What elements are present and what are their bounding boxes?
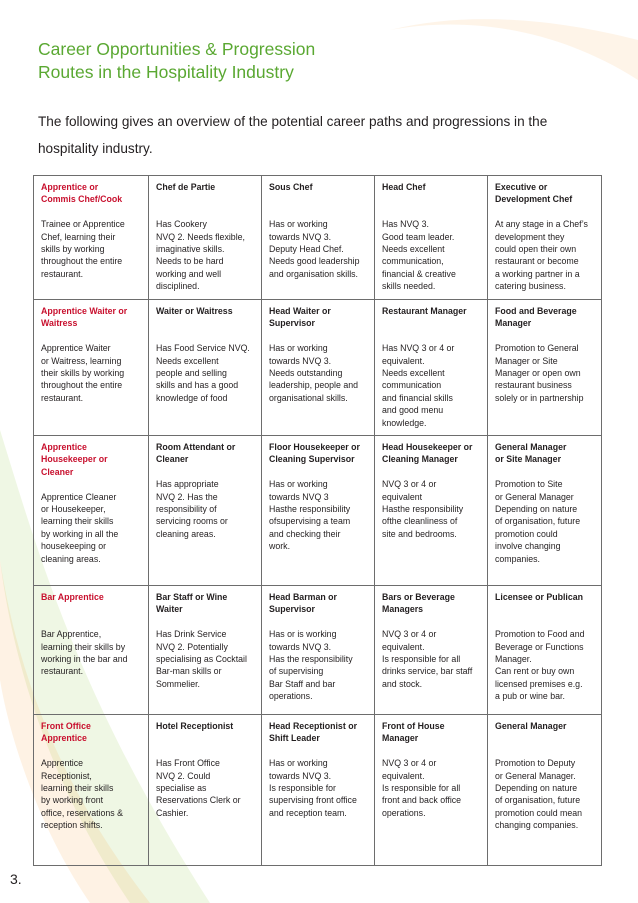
cell-description: NVQ 3 or 4 or equivalent. Is responsible for all drinks service, bar staff and stock. [382,629,473,689]
cell-description: Has NVQ 3 or 4 or equivalent. Needs excellent communication and financial skills and good menu knowledge. [382,343,455,428]
page-title [38,38,315,84]
cell-heading: Room Attendant or Cleaner [156,442,236,465]
cell-heading: Bar Staff or Wine Waiter [156,592,228,615]
title-line-2: Routes in the Hospitality Industry [38,62,294,82]
cell-description: Apprentice Receptionist, learning their skills by working front office, reservations & reception shifts. [41,758,123,831]
cell-heading: Restaurant Manager [382,306,467,316]
intro-paragraph: The following gives an overview of the potential career paths and progressions in the hospitality industry. [38,114,548,156]
cell-heading: Bars or Beverage Managers [382,592,455,615]
table-cell [488,176,602,300]
cell-heading: Front of House Manager [382,721,445,744]
cell-description: Has NVQ 3. Good team leader. Needs excellent communication, financial & creative skills needed. [382,219,456,292]
cell-description: Apprentice Cleaner or Housekeeper, learning their skills by working in all the housekeeping or cleaning areas. [41,491,119,564]
cell-heading: Front Office Apprentice [41,721,91,744]
table-cell [488,586,602,715]
table-cell [488,300,602,436]
table-cell [149,436,262,586]
cell-heading: Head Barman or Supervisor [269,592,337,615]
table-cell [375,586,488,715]
cell-heading: General Manager or Site Manager [495,442,567,465]
table-cell [149,176,262,300]
cell-description: NVQ 3 or 4 or equivalent. Is responsible for all front and back office operations. [382,758,462,818]
table-cell [34,300,149,436]
cell-description: Apprentice Waiter or Waitress, learning their skills by working throughout the entire restaurant. [41,343,125,403]
cell-heading: Apprentice or Commis Chef/Cook [41,182,123,205]
table-cell [34,586,149,715]
table-row [34,300,602,436]
cell-description: NVQ 3 or 4 or equivalent Hasthe responsibility ofthe cleanliness of site and bedrooms. [382,479,464,539]
cell-description: At any stage in a Chef’s development they could open their own restaurant or become a working partner in a catering business. [495,219,588,292]
table-cell [375,300,488,436]
cell-heading: Sous Chef [269,182,313,192]
cell-description: Has Drink Service NVQ 2. Potentially specialising as Cocktail Bar-man skills or Sommelier. [156,629,247,689]
cell-description: Bar Apprentice, learning their skills by working in the bar and restaurant. [41,629,128,677]
cell-description: Has or working towards NVQ 3. Deputy Head Chef. Needs good leadership and organisation skills. [269,219,360,279]
cell-heading: Bar Apprentice [41,592,104,603]
cell-heading: Waiter or Waitress [156,306,233,316]
cell-description: Has appropriate NVQ 2. Has the responsibility of servicing rooms or cleaning areas. [156,479,228,539]
career-progression-table [33,175,602,866]
table-cell [34,715,149,866]
table-cell [262,436,375,586]
cell-description: Has or working towards NVQ 3 Hasthe responsibility ofsupervising a team and checking their work. [269,479,351,552]
table-cell [262,300,375,436]
table-row [34,715,602,866]
cell-heading: Apprentice Housekeeper or Cleaner [41,442,108,477]
table-cell [262,715,375,866]
cell-description: Has Front Office NVQ 2. Could specialise as Reservations Clerk or Cashier. [156,758,241,818]
table-row [34,586,602,715]
table-cell [149,715,262,866]
table-cell [262,176,375,300]
table-row [34,436,602,586]
cell-heading: Head Housekeeper or Cleaning Manager [382,442,473,465]
cell-heading: Licensee or Publican [495,592,583,603]
table-cell [488,715,602,866]
cell-description: Has Cookery NVQ 2. Needs flexible, imaginative skills. Needs to be hard working and well disciplined. [156,219,245,292]
cell-description: Promotion to General Manager or Site Manager or open own restaurant business solely or in partnership [495,343,584,403]
cell-description: Has Food Service NVQ. Needs excellent people and selling skills and has a good knowledge of food [156,343,250,403]
cell-description: Trainee or Apprentice Chef, learning their skills by working throughout the entire restaurant. [41,219,125,279]
cell-description: Promotion to Deputy or General Manager. Depending on nature of organisation, future promotion could mean changing companies. [495,758,583,831]
table-cell [375,436,488,586]
table-row [34,176,602,300]
table-cell [375,176,488,300]
table-cell [34,176,149,300]
table-cell [34,436,149,586]
cell-heading: Chef de Partie [156,182,216,192]
cell-heading: Floor Housekeeper or Cleaning Supervisor [269,442,360,465]
cell-heading: Head Waiter or Supervisor [269,306,331,329]
cell-description: Has or is working towards NVQ 3. Has the responsibility of supervising Bar Staff and bar operations. [269,629,353,702]
cell-heading: Head Receptionist or Shift Leader [269,721,357,744]
cell-heading: Executive or Development Chef [495,182,573,205]
cell-heading: Hotel Receptionist [156,721,234,732]
title-line-1: Career Opportunities & Progression [38,39,316,59]
cell-heading: Head Chef [382,182,426,192]
page-number: 3. [10,871,22,887]
cell-heading: Food and Beverage Manager [495,306,577,329]
table-cell [488,436,602,586]
table-cell [149,586,262,715]
table-cell [262,586,375,715]
cell-description: Has or working towards NVQ 3. Is responsible for supervising front office and reception team. [269,758,357,818]
cell-description: Has or working towards NVQ 3. Needs outstanding leadership, people and organisational skills. [269,343,359,403]
cell-heading: General Manager [495,721,567,732]
cell-description: Promotion to Food and Beverage or Functions Manager. Can rent or buy own licensed premises e.g. a pub or wine bar. [495,629,585,702]
cell-description: Promotion to Site or General Manager Depending on nature of organisation, future promotion could involve changing companies. [495,479,581,564]
table-cell [375,715,488,866]
table-cell [149,300,262,436]
cell-heading: Apprentice Waiter or Waitress [41,306,128,329]
